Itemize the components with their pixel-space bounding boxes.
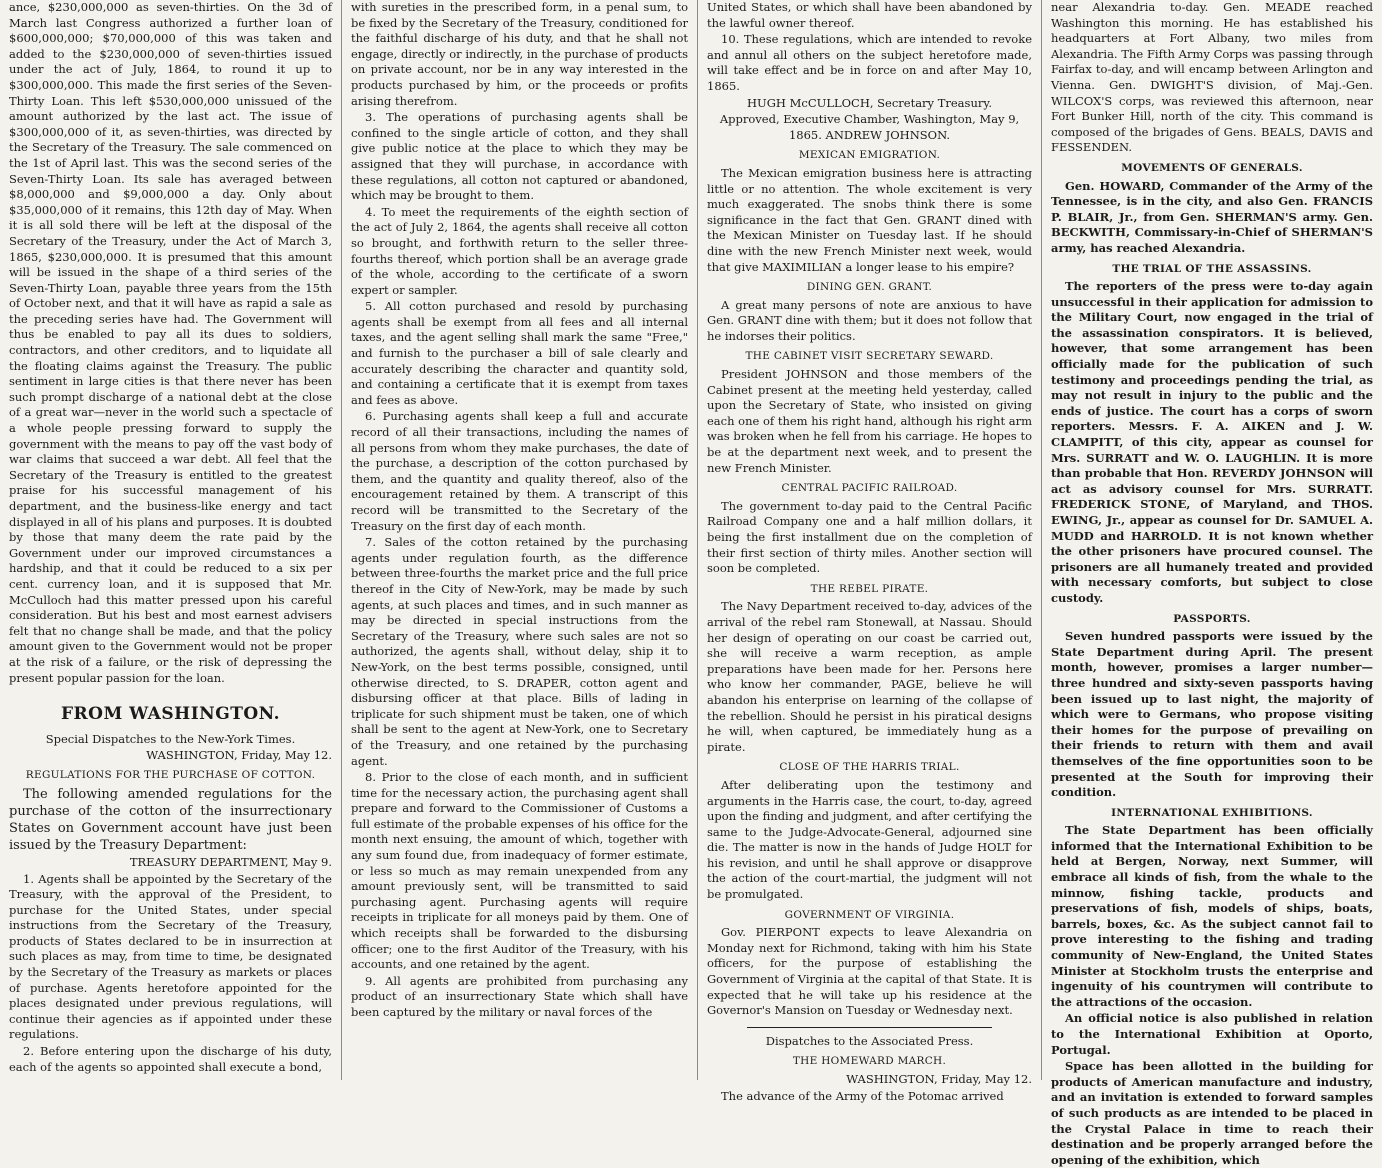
subheading: THE REBEL PIRATE. — [810, 582, 929, 595]
article-paragraph: ance, $230,000,000 as seven-thirties. On the 3d of March last Congress authorized a further loan of $600,000,000; $70,000,000 of this was taken and added to the $230,000,000 of seven-thirties issued under the act of July, 1864, to round it up to $300,000,000. This made the first series of the Seven-Thirty Loan. This left $530,000,000 unissued of the amount authorized by the last act. The issue of $300,000,000 of it, as seven-thirties, was directed by the Secretary of the Treasury. The sale commenced on the 1st of April last. This was the second series of the Seven-Thirty Loan. Its sale has averaged between $8,000,000 and $9,000,000 a day. Only about $35,000,000 of it remains, this 12th day of May. When it is all sold there will be left at the disposal of the Secretary of the Treasury, under the Act of March 3, 1865, $230,000,000. It is presumed that this amount will be issued in the shape of a third series of the Seven-Thirty Loan, payable three years from the 15th of October next, and that it will have as rapid a sale as the preceding series have had. The Government will thus be enabled to pay all its dues to soldiers, contractors, and other creditors, and to liquidate all the floating claims against the Treasury. The public sentiment in large cities is that there never has been such prompt discharge of a national debt at the close of a great war—never in the world such a spectacle of a whole people pressing forward to supply the government with the means to pay off the vast body of war claims that succeed a war debt. All feel that the Secretary of the Treasury is entitled to the greatest praise for his successful management of his department, and the business-like energy and tact displayed in all of his plans and purposes. It is doubted by those that many deem the rate paid by the Government under our improved circumstances a hardship, and that it could be reduced to a six per cent. currency loan, and it is supposed that Mr. McCulloch had this matter pressed upon his careful consideration. But his best and most earnest advisers felt that no change shall be made, and that the policy amount given to the Government would not be proper at the risk of a failure, or the risk of depressing the present popular passion for the loan. — [9, 0, 332, 685]
article-paragraph: 1. Agents shall be appointed by the Secretary of the Treasury, with the approval of the President, to purchase for the United States, under special instructions from the Secretary of the Treasury, products of States declared to be in insurrection at such places as may, from time to time, be designated by the Secretary of the Treasury as markets or places of purchase. Agents heretofore appointed for the places designated under previous regulations, will continue their agencies as if appointed under these regulations. — [9, 871, 332, 1042]
signature-line: Approved, Executive Chamber, Washington, May 9, 1865. ANDREW JOHNSON. — [719, 112, 1020, 142]
subheading: THE CABINET VISIT SECRETARY SEWARD. — [745, 350, 994, 363]
article-paragraph: 3. The operations of purchasing agents shall be confined to the single article of cotton, and they shall give public notice at the place to which they may be assigned that they will purchase, in accordance with these regulations, all cotton not captured or abandoned, which may be brought to them. — [351, 110, 688, 203]
column-3 — [698, 0, 1042, 1103]
article-paragraph: 7. Sales of the cotton retained by the purchasing agents under regulation fourth, as the difference between three-fourths the market price and the full price thereof in the City of New-York, may be made by such agents, at such places and times, and in such manner as may be directed in special instructions from the Secretary of the Treasury, where such sales are not so authorized, the agents shall, without delay, ship it to New-York, on the best terms possible, consigned, until otherwise directed, to S. DRAPER, cotton agent and disbursing officer at that place. Bills of lading in triplicate for such shipment must be taken, one of which shall be sent to the agent at New-York, one to Secretary of the Treasury, and one retained by the purchasing agent. — [351, 535, 688, 768]
subheading: THE TRIAL OF THE ASSASSINS. — [1112, 262, 1312, 275]
article-paragraph: Seven hundred passports were issued by the State Department during April. The present month, however, promises a larger number—three hundred and sixty-seven passports having been issued up to last night, the majority of which were to Germans, who propose visiting their homes for the purpose of prevailing on their friends to return with them and avail themselves of the fine opportunities soon to be presented at the South for improving their condition. — [1051, 629, 1373, 800]
article-paragraph: 10. These regulations, which are intended to revoke and annul all others on the subject heretofore made, will take effect and be in force on and after May 10, 1865. — [707, 32, 1032, 93]
article-paragraph: 4. To meet the requirements of the eighth section of the act of July 2, 1864, the agents shall receive all cotton so brought, and forthwith return to the seller three-fourths thereof, which portion shall be an average grade of the whole, according to the certificate of a sworn expert or sampler. — [351, 204, 688, 297]
subheading: DINING GEN. GRANT. — [806, 281, 933, 294]
signature-line: HUGH McCULLOCH, Secretary Treasury. — [747, 95, 992, 110]
dateline: WASHINGTON, Friday, May 12. — [146, 747, 332, 762]
article-paragraph: The Navy Department received to-day, advices of the arrival of the rebel ram Stonewall, at Nassau. Should her design of operating on our coast be carried out, she will receive a warm reception, as ample preparations have been made for her. Persons here who know her commander, PAGE, believe he will abandon his enterprise on learning of the collapse of the rebellion. Should he persist in his piratical designs he will, when captured, be immediately hung as a pirate. — [707, 599, 1032, 754]
article-paragraph: Space has been allotted in the building for products of American manufacture and industry, and an invitation is extended to forward samples of such products as are intended to be placed in the Crystal Palace in time to reach their destination and be properly arranged before the opening of the exhibition, which — [1051, 1059, 1373, 1167]
department-dateline: TREASURY DEPARTMENT, May 9. — [129, 854, 332, 869]
byline: Dispatches to the Associated Press. — [765, 1033, 974, 1048]
article-paragraph: Gov. PIERPONT expects to leave Alexandria on Monday next for Richmond, taking with him his State officers, for the purpose of establishing the Government of Virginia at the capital of that State. It is expected that he will take up his residence at the Governor's Mansion on Tuesday or Wednesday next. — [707, 925, 1032, 1018]
article-paragraph: United States, or which shall have been abandoned by the lawful owner thereof. — [707, 0, 1032, 30]
article-paragraph: A great many persons of note are anxious to have Gen. GRANT dine with them; but it does not follow that he indorses their politics. — [707, 297, 1032, 343]
article-paragraph: 9. All agents are prohibited from purchasing any product of an insurrectionary State which shall have been captured by the military or naval forces of the — [351, 973, 688, 1019]
article-paragraph: President JOHNSON and those members of the Cabinet present at the meeting held yesterday, called upon the Secretary of State, who insisted on giving each one of them his right hand, although his right arm was broken when he fell from his carriage. He hopes to be at the department next week, and to present the new French Minister. — [707, 367, 1032, 475]
article-paragraph: Gen. HOWARD, Commander of the Army of the Tennessee, is in the city, and also Gen. FRANCIS P. BLAIR, Jr., from Gen. SHERMAN'S army. Gen. BECKWITH, Commissary-in-Chief of SHERMAN'S army, has reached Alexandria. — [1051, 178, 1373, 255]
article-paragraph: 8. Prior to the close of each month, and in sufficient time for the necessary action, the purchasing agent shall prepare and forward to the Commissioner of Customs a full estimate of the probable expenses of his office for the month next ensuing, the amount of which, together with any sum found due, from inadequacy of former estimate, or less so much as may remain unexpended from any amount previously sent, will be transmitted to said purchasing agent. Purchasing agents will require receipts in triplicate for all moneys paid by them. One of which receipts shall be forwarded to the disbursing officer; one to the first Auditor of the Treasury, with his accounts, and one retained by the agent. — [351, 770, 688, 972]
article-paragraph: The Mexican emigration business here is attracting little or no attention. The whole excitement is very much exaggerated. The snobs think there is some significance in the fact that Gen. GRANT dined with the Mexican Minister on Tuesday last. If he should dine with the new French Minister next week, would that give MAXIMILIAN a longer lease to his empire? — [707, 165, 1032, 274]
byline: Special Dispatches to the New-York Times. — [45, 732, 296, 747]
divider — [747, 1027, 992, 1028]
section-headline: FROM WASHINGTON. — [60, 704, 281, 725]
column-1 — [0, 0, 342, 1080]
subheading: INTERNATIONAL EXHIBITIONS. — [1111, 806, 1313, 819]
subheading: MOVEMENTS OF GENERALS. — [1121, 161, 1303, 174]
column-4 — [1042, 0, 1382, 1167]
dateline: WASHINGTON, Friday, May 12. — [846, 1072, 1032, 1086]
article-paragraph: The State Department has been officially informed that the International Exhibition to be held at Bergen, Norway, next Summer, will embrace all kinds of fish, from the whale to the minnow, fishing tackle, products and preservations of fish, models of ships, boats, barrels, boxes, &c. As the subject cannot fail to prove interesting to the fishing and trading community of New-England, the United States Minister at Stockholm trusts the enterprise and ingenuity of his countrymen will contribute to the attractions of the occasion. — [1051, 823, 1373, 1009]
subheading: CENTRAL PACIFIC RAILROAD. — [781, 482, 958, 495]
article-paragraph: After deliberating upon the testimony and arguments in the Harris case, the court, to-day, agreed upon the finding and judgment, and after certifying the same to the Judge-Advocate-General, adjourned sine die. The matter is now in the hands of Judge HOLT for his revision, and until he shall approve or disapprove the action of the court-martial, the judgment will not be promulgated. — [707, 777, 1032, 902]
article-paragraph: near Alexandria to-day. Gen. MEADE reached Washington this morning. He has established his headquarters at Fort Albany, two miles from Alexandria. The Fifth Army Corps was passing through Fairfax to-day, and will encamp between Arlington and Vienna. Gen. DWIGHT'S division, of Maj.-Gen. WILCOX'S corps, was reviewed this afternoon, near Fort Bunker Hill, north of the city. This command is composed of the brigades of Gens. BEALS, DAVIS and FESSENDEN. — [1051, 0, 1373, 155]
lead-paragraph: The following amended regulations for the purchase of the cotton of the insurrectionary States on Government account have just been issued by the Treasury Department: — [9, 786, 332, 853]
subheading: REGULATIONS FOR THE PURCHASE OF COTTON. — [25, 769, 316, 782]
article-paragraph: 2. Before entering upon the discharge of his duty, each of the agents so appointed shall execute a bond, — [9, 1044, 332, 1074]
article-paragraph: with sureties in the prescribed form, in a penal sum, to be fixed by the Secretary of the Treasury, conditioned for the faithful discharge of his duty, and that he shall not engage, directly or indirectly, in the purchase of products on private account, nor be in any way interested in the products purchased by him, or the proceeds or profits arising therefrom. — [351, 0, 688, 108]
subheading: THE HOMEWARD MARCH. — [792, 1055, 947, 1068]
subheading: PASSPORTS. — [1173, 612, 1251, 625]
article-paragraph: The reporters of the press were to-day again unsuccessful in their application for admission to the Military Court, now engaged in the trial of the assassination conspirators. It is believed, however, that some arrangement has been officially made for the publication of such testimony and proceedings pending the trial, as may not result in injury to the public and the ends of justice. The court has a corps of sworn reporters. Messrs. F. A. AIKEN and J. W. CLAMPITT, of this city, appear as counsel for Mrs. SURRATT and W. O. LAUGHLIN. It is more than probable that Hon. REVERDY JOHNSON will act as advisory counsel for Mrs. SURRATT. FREDERICK STONE, of Maryland, and THOS. EWING, Jr., appear as counsel for Dr. SAMUEL A. MUDD and HARROLD. It is not known whether the other prisoners have procured counsel. The prisoners are all humanely treated and provided with necessary comforts, but subject to close custody. — [1051, 279, 1373, 605]
column-2 — [342, 0, 698, 1080]
article-paragraph: 6. Purchasing agents shall keep a full and accurate record of all their transactions, including the names of all persons from whom they make purchases, the date of the purchase, a description of the cotton purchased by them, and the quantity and quality thereof, also of the encouragement retained by them. A transcript of this record will be transmitted to the Secretary of the Treasury on the first day of each month. — [351, 409, 688, 533]
subheading: MEXICAN EMIGRATION. — [798, 149, 941, 162]
article-paragraph: The government to-day paid to the Central Pacific Railroad Company one and a half million dollars, it being the first installment due on the completion of their first section of thirty miles. Another section will soon be completed. — [707, 498, 1032, 576]
article-paragraph: The advance of the Army of the Potomac arrived — [721, 1088, 1004, 1103]
article-paragraph: An official notice is also published in relation to the International Exhibition at Oporto, Portugal. — [1051, 1011, 1373, 1057]
subheading: CLOSE OF THE HARRIS TRIAL. — [779, 761, 960, 774]
article-paragraph: 5. All cotton purchased and resold by purchasing agents shall be exempt from all fees and all internal taxes, and the agent selling shall mark the same "Free," and furnish to the purchaser a bill of sale clearly and accurately describing the character and quantity sold, and containing a certificate that it is exempt from taxes and fees as above. — [351, 299, 688, 407]
subheading: GOVERNMENT OF VIRGINIA. — [784, 908, 955, 921]
